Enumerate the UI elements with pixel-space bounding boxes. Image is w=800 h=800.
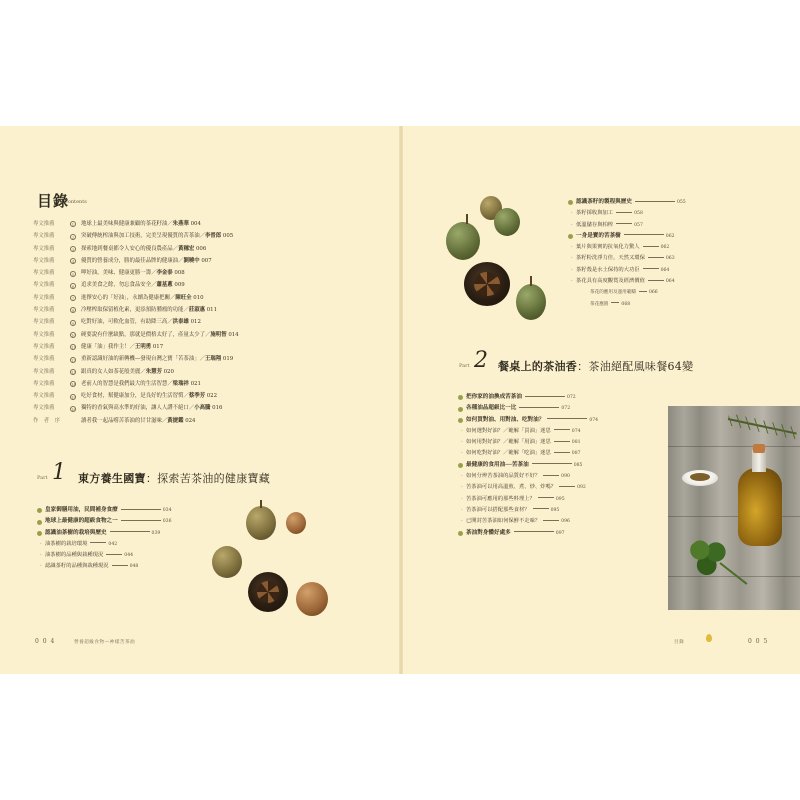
essay-author: 朱燕華	[172, 221, 189, 227]
essay-page: 022	[206, 393, 218, 400]
camellia-seed-open	[464, 262, 510, 306]
camellia-seed	[446, 222, 480, 260]
essay-page: 014	[228, 331, 239, 338]
olive-oil-photo	[668, 406, 800, 610]
essay-page: 009	[174, 282, 185, 289]
essay-page: 016	[212, 405, 223, 412]
essay-number: 2	[71, 234, 75, 240]
essay-author: 陳旺全	[175, 294, 192, 301]
essay-page: 017	[152, 343, 164, 350]
part1-title-sub: ：探索苦茶油的健康寶藏	[145, 472, 271, 485]
essay-row[interactable]	[33, 329, 303, 341]
toc-entry[interactable]	[568, 276, 790, 287]
seed-stem	[466, 214, 468, 224]
toc-entry[interactable]	[458, 460, 668, 471]
toc-entry-page: 039	[151, 530, 161, 536]
essay-author: 黃穗宏	[178, 245, 195, 252]
part1-label: Part	[37, 475, 48, 481]
toc-entry-title: 茶籽殼是水土保持的大功臣	[576, 266, 640, 273]
part2-chapter-list	[458, 392, 668, 539]
essay-page: 021	[190, 380, 201, 387]
toc-entry-page: 068	[621, 301, 631, 307]
toc-entry-title: 認識茶籽的品種與栽種現況	[45, 563, 109, 570]
toc-entry-title: 已開封苦茶油如何保鮮不走味？	[466, 518, 541, 525]
part1-title	[78, 470, 270, 486]
toc-entry-title: 茶油對身體好處多	[466, 529, 511, 536]
toc-entry[interactable]	[568, 220, 790, 231]
essay-category: 專文推薦	[33, 257, 55, 264]
toc-entry[interactable]	[568, 299, 790, 310]
essay-author: 施明智	[210, 331, 227, 338]
toc-entry[interactable]	[568, 253, 790, 264]
toc-entry[interactable]	[568, 265, 790, 276]
camellia-seed	[516, 284, 546, 320]
toc-entry-title: 苦茶油可以用高溫煎、煮、炒、炸嗎？	[466, 484, 557, 491]
rosemary-sprig	[728, 418, 797, 435]
essay-author: 李晉郎	[205, 233, 222, 240]
essay-category: 專文推薦	[33, 368, 55, 375]
essay-number: 12	[71, 357, 76, 363]
essay-title: 吃對好油，可軟化血管，有助降三高／洪泰雄 012	[81, 319, 201, 326]
camellia-seed	[286, 512, 306, 534]
essay-row[interactable]	[33, 341, 303, 353]
part2-title	[498, 358, 693, 374]
toc-entry-page: 095	[555, 496, 565, 502]
essay-author: 小高騰	[194, 405, 211, 412]
toc-entry-title: 茶籽粉洗淨力佳，天然又環保	[576, 255, 645, 262]
seed-stem	[260, 500, 262, 508]
essay-row[interactable]	[33, 378, 303, 390]
toc-entry-page: 097	[555, 530, 565, 536]
essay-row[interactable]	[33, 218, 303, 230]
essay-author: 蕭基蔥	[156, 282, 173, 289]
toc-entry[interactable]	[458, 415, 668, 426]
toc-entry-title: 苦茶油可以搭配那些食材？	[466, 506, 530, 513]
camellia-seed	[212, 546, 242, 578]
book-spread	[0, 126, 800, 674]
essay-row[interactable]	[33, 415, 303, 427]
essay-category: 專文推薦	[33, 245, 55, 252]
essay-page: 004	[190, 221, 201, 227]
toc-entry-title: 油茶樹的品種與栽種現況	[45, 552, 104, 559]
toc-entry-title: 如何選對好油？／範解「買油」迷思	[466, 427, 551, 434]
toc-entry-title: 如何吃對好油？／範解「吃油」迷思	[466, 450, 551, 457]
left-page	[0, 126, 400, 674]
essay-author: 梁瑞祥	[172, 380, 189, 387]
essay-title: 重新認識好油的新轉機—發現台灣之寶「苦茶油」／王瑞翔 019	[81, 356, 234, 363]
parsley-sprig	[686, 538, 732, 578]
toc-entry-title: 苦茶油可應用的那些料理上？	[466, 495, 535, 502]
essay-author: 黃捷鑑	[167, 417, 184, 424]
toc-entry-page: 081	[571, 440, 581, 446]
essay-page: 006	[195, 245, 207, 252]
toc-entry-title: 茶籽採收與加工	[576, 210, 614, 217]
toc-entry-page: 034	[162, 508, 172, 513]
toc-entry-page: 064	[665, 279, 675, 285]
page-number-right: 0 0 5	[748, 638, 769, 645]
toc-entry-page: 062	[665, 233, 675, 239]
oil-bottle	[738, 468, 782, 546]
essay-row[interactable]	[33, 353, 303, 365]
essay-author: 洪泰雄	[172, 319, 189, 326]
essay-title: 地球上最美味與健康兼顧的茶花籽油／朱燕華 004	[81, 221, 201, 227]
toc-entry-page: 096	[561, 519, 570, 525]
seed-stem	[530, 276, 532, 286]
essay-title: 優質的營養成分，勝的最佳品牌的健康油／劉曉中 007	[81, 257, 212, 264]
essay-category: 專文推薦	[33, 380, 55, 387]
toc-entry-page: 092	[577, 485, 586, 491]
essay-number: 1	[71, 222, 75, 228]
toc-entry[interactable]	[458, 448, 668, 459]
toc-entry-title: 最健康的食用油──苦茶油	[466, 461, 529, 468]
toc-entry-page: 072	[566, 395, 576, 400]
toc-entry-title: 皇家御膳用油，民間補身食療	[45, 507, 118, 513]
essay-author: 蔡季芳	[188, 393, 206, 400]
essay-number: 10	[71, 333, 76, 339]
essay-page: 019	[222, 356, 234, 363]
toc-entry-title: 如何買對油、用對油、吃對油？	[466, 416, 545, 423]
essay-category: 專文推薦	[33, 319, 55, 326]
essay-row[interactable]	[33, 304, 303, 316]
toc-entry-page: 064	[660, 267, 670, 273]
essay-author: 朱慧芳	[145, 368, 162, 375]
toc-entry-title: 低溫儲存與柏榨	[576, 221, 614, 228]
essay-author: 李金泰	[156, 270, 173, 277]
part2-title-main: 餐桌上的茶油香	[498, 360, 578, 373]
essay-page: 011	[206, 307, 218, 314]
essay-number: 11	[71, 345, 76, 351]
essay-row[interactable]	[33, 390, 303, 402]
oil-drop-icon	[706, 634, 712, 642]
toc-entry-page: 055	[676, 200, 686, 205]
toc-entry[interactable]	[568, 242, 790, 253]
part2-number: 2	[474, 348, 488, 373]
part2-title-sub: ：茶油絕配風味餐64變	[577, 360, 694, 373]
essay-row[interactable]	[33, 279, 303, 291]
essay-category: 專文推薦	[33, 343, 55, 350]
toc-entry-title: 茶花應園	[590, 301, 609, 307]
essay-title: 獨特的香氣與高水準的好油，讓人人讚不絕口／小高騰 016	[81, 405, 223, 412]
essay-title: 硬要說有什麼缺點，那就是價格太好了，產量太少了／施明智 014	[81, 331, 239, 338]
toc-entry[interactable]	[458, 403, 668, 414]
essay-page: 005	[222, 233, 234, 240]
toc-entry-page: 090	[561, 474, 570, 480]
right-page	[402, 126, 800, 674]
toc-entry[interactable]	[37, 550, 237, 561]
toc-entry[interactable]	[458, 528, 668, 539]
essay-category: 專文推薦	[33, 331, 55, 338]
toc-entry-title: 各種油品超級比一比	[466, 405, 517, 412]
essay-category: 專文推薦	[33, 405, 55, 412]
toc-entry[interactable]	[458, 437, 668, 448]
toc-entry[interactable]	[37, 561, 237, 572]
toc-entry[interactable]	[458, 494, 668, 505]
toc-entry-title: 茶花具有高度觀賞及經濟價值	[576, 278, 645, 285]
toc-entry-title: 葉片與果實的抗氧化力驚人	[576, 244, 640, 251]
essay-title: 突破傳統榨油與加工技術，完美呈現優質的苦茶油／李晉郎 005	[81, 233, 234, 240]
toc-title-en: Contents	[64, 199, 87, 205]
essay-row[interactable]	[33, 230, 303, 242]
essay-number: 14	[71, 382, 76, 388]
essay-number: 7	[71, 296, 75, 302]
toc-entry[interactable]	[37, 539, 237, 550]
essay-title: 進擇安心的「好油」，永續為健康把關／陳旺全 010	[81, 294, 204, 301]
essay-category: 專文推薦	[33, 282, 55, 289]
part2-label: Part	[459, 363, 470, 369]
camellia-seed	[246, 506, 276, 540]
essay-title: 讀者我一起品嚐苦茶油的甘甘滋味／黃捷鑑 024	[81, 417, 196, 424]
part1-number: 1	[52, 460, 66, 485]
toc-entry[interactable]	[568, 208, 790, 219]
part1-chapter-list	[37, 505, 237, 573]
page-number-left: 0 0 4	[35, 638, 56, 645]
toc-entry-title: 油茶樹的栽培環境	[45, 540, 88, 547]
essay-title: 呷好油，美味、健康更勝一籌／李金泰 008	[81, 270, 185, 277]
toc-entry-title: 如何分辨苦茶油的品質好不好？	[466, 473, 541, 480]
toc-entry-page: 062	[660, 245, 670, 251]
essay-number: 13	[71, 369, 76, 375]
essay-category: 專文推薦	[33, 270, 55, 277]
toc-entry-page: 036	[162, 519, 172, 525]
toc-entry[interactable]	[568, 197, 790, 208]
essay-row[interactable]	[33, 267, 303, 279]
essay-number: 15	[71, 394, 76, 400]
running-head-right: 目錄	[674, 640, 685, 645]
running-head-left: 營養超級食物—神樣苦茶油	[74, 640, 136, 645]
essay-category: 專文推薦	[33, 221, 55, 227]
toc-entry-page: 085	[573, 462, 583, 468]
essay-page: 024	[185, 417, 196, 424]
toc-entry-title: 茶花的應用及運用範疇	[590, 290, 636, 296]
essay-title: 追求美食之餘，勿忘食品安全／蕭基蔥 009	[81, 282, 185, 289]
right-chapter-list	[568, 197, 790, 310]
essay-author: 莊淑惠	[188, 307, 206, 314]
essay-number: 3	[71, 246, 75, 252]
essay-row[interactable]	[33, 366, 303, 378]
essay-author: 劉曉中	[183, 257, 200, 264]
essay-author: 王瑞翔	[205, 356, 222, 363]
essay-page: 010	[193, 294, 204, 301]
toc-entry-page: 072	[561, 406, 571, 412]
toc-entry-page: 058	[634, 211, 643, 217]
essay-title: 探索地到餐桌都令人安心的優良農產品／黃穗宏 006	[81, 245, 207, 252]
toc-entry[interactable]	[37, 505, 237, 516]
toc-entry-page: 044	[124, 553, 134, 559]
camellia-seed	[494, 208, 520, 236]
essay-title: 冷壓榨取保留植化素，更添預防腫瘤的功能／莊淑惠 011	[81, 307, 218, 314]
toc-entry[interactable]	[458, 426, 668, 437]
toc-entry[interactable]	[37, 516, 237, 527]
essay-number: 5	[71, 271, 75, 277]
toc-entry-page: 095	[550, 507, 560, 513]
toc-entry[interactable]	[458, 482, 668, 493]
essay-number: 16	[71, 406, 76, 412]
toc-entry-title: 認識茶籽的製程與歷史	[576, 199, 632, 205]
essay-number: 9	[71, 320, 75, 326]
essay-title: 跟真的女人如茶花般美麗／朱慧芳 020	[81, 368, 174, 375]
toc-title: 目錄	[37, 192, 70, 210]
toc-entry[interactable]	[568, 287, 790, 298]
essay-number: 8	[71, 308, 75, 314]
toc-entry[interactable]	[37, 528, 237, 539]
essay-row[interactable]	[33, 292, 303, 304]
camellia-seed-open	[248, 572, 288, 612]
essay-number: 4	[71, 259, 75, 265]
essay-author: 王明勇	[134, 343, 152, 350]
toc-entry-page: 042	[108, 541, 118, 547]
essay-category: 專文推薦	[33, 233, 55, 240]
essay-row[interactable]	[33, 402, 303, 414]
toc-entry[interactable]	[568, 231, 790, 242]
camellia-seed	[296, 582, 328, 616]
essay-category: 專文推薦	[33, 307, 55, 314]
toc-entry[interactable]	[458, 471, 668, 482]
toc-entry-title: 認識油茶樹的栽培與歷史	[45, 529, 107, 536]
essay-row[interactable]	[33, 255, 303, 267]
toc-entry[interactable]	[458, 505, 668, 516]
toc-entry-page: 057	[634, 222, 643, 228]
toc-entry-page: 066	[648, 290, 658, 296]
toc-entry-page: 074	[571, 428, 581, 434]
essay-category: 作 者 序	[33, 417, 60, 424]
essay-page: 012	[190, 319, 201, 326]
toc-entry-title: 把你家的油換成苦茶油	[466, 394, 522, 400]
essay-list	[33, 218, 303, 427]
toc-entry[interactable]	[458, 392, 668, 403]
essay-number: 6	[71, 283, 75, 289]
essay-title: 老前人的智慧是我們最大的生活智慧／梁瑞祥 021	[81, 380, 201, 387]
toc-entry-page: 048	[129, 564, 139, 570]
toc-entry-page: 074	[589, 417, 599, 423]
essay-category: 專文推薦	[33, 393, 55, 400]
essay-page: 007	[201, 257, 212, 264]
essay-row[interactable]	[33, 316, 303, 328]
essay-title: 健康「油」我作主！／王明勇 017	[81, 343, 164, 350]
essay-row[interactable]	[33, 243, 303, 255]
part1-title-main: 東方養生國寶	[78, 472, 146, 485]
essay-category: 專文推薦	[33, 294, 55, 301]
essay-page: 020	[163, 368, 174, 375]
toc-entry-page: 087	[571, 451, 581, 457]
toc-entry[interactable]	[458, 516, 668, 527]
essay-title: 吃好食材，幫健康加分，是良好的生活習慣／蔡季芳 022	[81, 393, 218, 400]
essay-category: 專文推薦	[33, 356, 55, 363]
essay-page: 008	[174, 270, 185, 277]
toc-entry-title: 地球上最健康的超級食物之一	[45, 518, 118, 525]
toc-entry-title: 如何用對好油？／範解「用油」迷思	[466, 439, 551, 446]
toc-entry-page: 063	[665, 256, 675, 262]
toc-entry-title: 一身是寶的苦茶樹	[576, 232, 621, 239]
